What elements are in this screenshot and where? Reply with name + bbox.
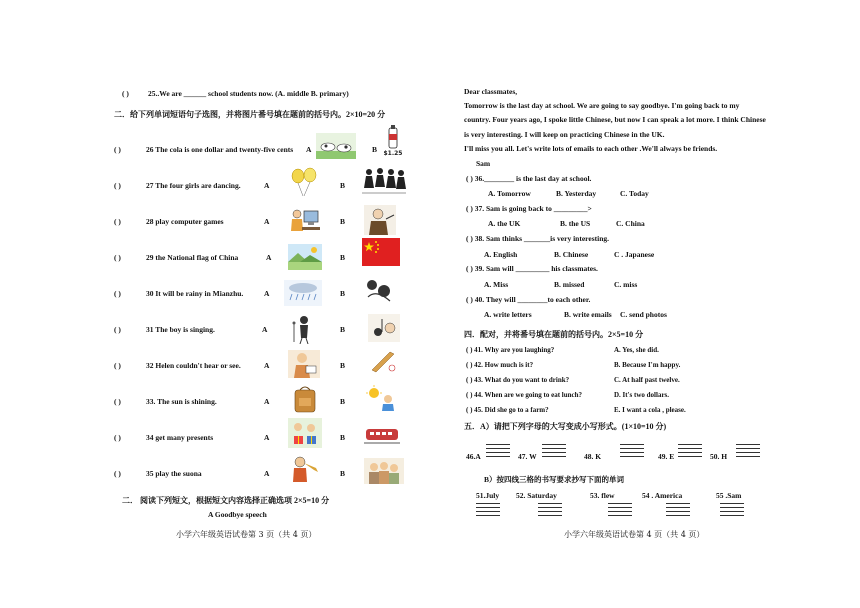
match-e: E. I want a cola , please. xyxy=(614,406,686,414)
writing-lines[interactable] xyxy=(538,503,562,519)
option-b-label: B xyxy=(340,289,346,298)
word-55: 55 .Sam xyxy=(716,491,742,500)
letter-47: 47. W xyxy=(518,452,537,461)
option-a-label: A xyxy=(264,181,270,190)
item-text: 29 the National flag of China xyxy=(146,253,239,262)
q38-option-a: A. English xyxy=(484,250,518,259)
answer-paren[interactable]: ( ) xyxy=(114,397,121,406)
writing-lines[interactable] xyxy=(666,503,690,519)
item-text: 28 play computer games xyxy=(146,217,224,226)
letter-50: 50. H xyxy=(710,452,728,461)
option-b-label: B xyxy=(340,361,346,370)
writing-lines[interactable] xyxy=(608,503,632,519)
q37-option-c: C. China xyxy=(616,219,645,228)
match-q44[interactable]: ( ) 44. When are we going to eat lunch? xyxy=(466,391,583,399)
word-51: 51.July xyxy=(476,491,500,500)
option-b-label: B xyxy=(340,469,346,478)
q36-option-c: C. Today xyxy=(620,189,649,198)
q38[interactable]: ( ) 38. Sam thinks _______is very interesting. xyxy=(466,234,609,243)
writing-lines[interactable] xyxy=(486,444,510,460)
match-q42[interactable]: ( ) 42. How much is it? xyxy=(466,361,534,369)
writing-lines[interactable] xyxy=(720,503,744,519)
baseball-bat-picture xyxy=(368,346,398,374)
passage-title: A Goodbye speech xyxy=(208,510,267,519)
option-b-label: B xyxy=(340,397,346,406)
option-b-label: B xyxy=(340,181,346,190)
letter-signature: Sam xyxy=(476,159,491,168)
letter-line: is very interesting. I will keep on practicing Chinese in the UK. xyxy=(464,130,665,139)
item-text: 30 It will be rainy in Mianzhu. xyxy=(146,289,244,298)
match-a: A. Yes, she did. xyxy=(614,346,659,354)
answer-paren[interactable]: ( ) xyxy=(114,181,121,190)
q25-text: 25..We are ______ school students now. (A. middle B. primary) xyxy=(148,89,349,98)
section4-heading: 四．配对，并将番号填在题前的括号内。2×5=10 分 xyxy=(464,330,644,339)
writing-lines[interactable] xyxy=(542,444,566,460)
match-q41[interactable]: ( ) 41. Why are you laughing? xyxy=(466,346,555,354)
q36[interactable]: ( ) 36.________ is the last day at school. xyxy=(466,174,592,183)
option-b-label: B xyxy=(372,145,378,154)
word-52: 52. Saturday xyxy=(516,491,557,500)
balloons-picture xyxy=(288,167,322,197)
letter-49: 49. E xyxy=(658,452,675,461)
writing-lines[interactable] xyxy=(620,444,644,460)
section5-heading: 五．A）请把下列字母的大写变成小写形式。(1×10=10 分) xyxy=(464,422,667,431)
answer-paren[interactable]: ( ) xyxy=(114,469,121,478)
match-d: D. It's two dollars. xyxy=(614,391,670,399)
option-a-label: A xyxy=(266,253,272,262)
suona-picture xyxy=(288,454,320,484)
q38-option-c: C . Japanese xyxy=(614,250,655,259)
option-a-label: A xyxy=(264,433,270,442)
answer-paren[interactable]: ( ) xyxy=(114,433,121,442)
section2-heading: 二．给下列单词短语句子选图，并将图片番号填在题前的括号内。2×10=20 分 xyxy=(114,110,386,119)
q39-option-b: B. missed xyxy=(554,280,585,289)
item-text: 26 The cola is one dollar and twenty-five cents xyxy=(146,145,294,154)
q40-option-a: A. write letters xyxy=(484,310,532,319)
page4-footer: 小学六年级英语试卷第 4 页（共 4 页） xyxy=(564,530,705,539)
q36-option-a: A. Tomorrow xyxy=(488,189,531,198)
q36-option-b: B. Yesterday xyxy=(556,189,597,198)
item-text: 35 play the suona xyxy=(146,469,202,478)
rainy-picture xyxy=(284,280,322,306)
q40[interactable]: ( ) 40. They will ________to each other. xyxy=(466,295,591,304)
option-a-label: A xyxy=(262,325,268,334)
option-a-label: A xyxy=(264,469,270,478)
answer-paren[interactable]: ( ) xyxy=(114,217,121,226)
letter-line: I'll miss you all. Let's write lots of emails to each other .We'll always be friends. xyxy=(464,144,718,153)
q38-option-b: B. Chinese xyxy=(554,250,589,259)
family-picture xyxy=(364,458,404,484)
option-a-label: A xyxy=(264,397,270,406)
writing-lines[interactable] xyxy=(476,503,500,519)
option-b-label: B xyxy=(340,253,346,262)
cows-picture xyxy=(316,133,356,159)
answer-paren[interactable]: ( ) xyxy=(114,145,121,154)
q37-option-b: B. the US xyxy=(560,219,591,228)
q37[interactable]: ( ) 37. Sam is going back to _________> xyxy=(466,204,592,213)
word-54: 54 . America xyxy=(642,491,683,500)
cola-price-label: $1.25 xyxy=(383,150,403,157)
match-b: B. Because I'm happy. xyxy=(614,361,681,369)
item-text: 33. The sun is shining. xyxy=(146,397,217,406)
match-c: C. At half past twelve. xyxy=(614,376,680,384)
word-53: 53. flew xyxy=(590,491,615,500)
cola-price-picture xyxy=(380,124,406,158)
girl-reading-picture xyxy=(288,350,320,378)
landscape-picture xyxy=(288,244,322,270)
letter-48: 48. K xyxy=(584,452,602,461)
item-26 xyxy=(114,145,414,157)
option-a-label: A xyxy=(264,289,270,298)
letter-line: Tomorrow is the last day at school. We are going to say goodbye. I'm going back to my xyxy=(464,101,740,110)
q37-option-a: A. the UK xyxy=(488,219,521,228)
page3-footer: 小学六年级英语试卷第 3 页（共 4 页） xyxy=(176,530,317,539)
letter-salutation: Dear classmates, xyxy=(464,87,518,96)
presents-picture xyxy=(288,418,322,448)
match-q43[interactable]: ( ) 43. What do you want to drink? xyxy=(466,376,570,384)
q39-option-c: C. miss xyxy=(614,280,638,289)
q40-option-b: B. write emails xyxy=(564,310,612,319)
sunny-picture xyxy=(364,385,400,411)
option-a-label: A xyxy=(264,217,270,226)
letter-line: country. Four years ago, I spoke little Chinese, but now I can speak a lot more. I think Chinese xyxy=(464,115,766,124)
option-a-label: A xyxy=(264,361,270,370)
q25-paren[interactable]: ( ) xyxy=(122,89,129,98)
dancing-girls-picture xyxy=(362,166,406,196)
letter-46: 46.A xyxy=(466,452,481,461)
train-picture xyxy=(364,424,400,446)
writing-lines[interactable] xyxy=(678,444,702,460)
boy-singing-picture xyxy=(290,314,318,344)
computer-games-picture xyxy=(288,205,322,235)
item-text: 34 get many presents xyxy=(146,433,214,442)
china-flag-picture xyxy=(362,238,400,266)
option-b-label: B xyxy=(340,433,346,442)
q39-option-a: A. Miss xyxy=(484,280,509,289)
answer-paren[interactable]: ( ) xyxy=(114,289,121,298)
item-text: 27 The four girls are dancing. xyxy=(146,181,241,190)
answer-paren[interactable]: ( ) xyxy=(114,253,121,262)
item-text: 31 The boy is singing. xyxy=(146,325,215,334)
q39[interactable]: ( ) 39. Sam will _________ his classmates. xyxy=(466,264,598,273)
item-text: 32 Helen couldn't hear or see. xyxy=(146,361,241,370)
sectionB-heading: B）按四线三格的书写要求抄写下面的单词 xyxy=(484,475,625,484)
option-a-label: A xyxy=(306,145,312,154)
music-picture xyxy=(368,314,400,342)
answer-paren[interactable]: ( ) xyxy=(114,361,121,370)
option-b-label: B xyxy=(340,217,346,226)
section3-heading: 二． 阅读下列短文，根据短文内容选择正确选项 2×5=10 分 xyxy=(122,496,330,505)
writing-lines[interactable] xyxy=(736,444,760,460)
match-q45[interactable]: ( ) 45. Did she go to a farm? xyxy=(466,406,549,414)
q40-option-c: C. send photos xyxy=(620,310,667,319)
option-b-label: B xyxy=(340,325,346,334)
person-picture xyxy=(364,205,396,235)
kids-play-picture xyxy=(362,275,396,305)
bag-picture xyxy=(288,384,322,414)
answer-paren[interactable]: ( ) xyxy=(114,325,121,334)
